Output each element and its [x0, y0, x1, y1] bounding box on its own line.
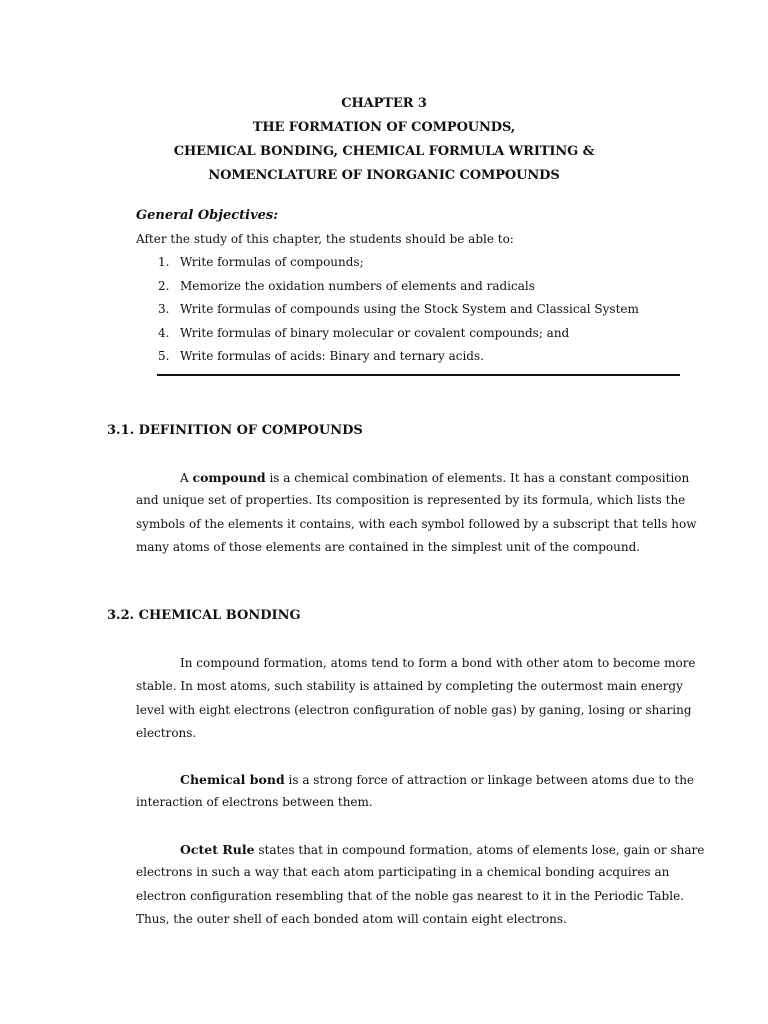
- paragraph-line: electrons in such a way that each atom participating in a chemical bonding acquires an: [136, 865, 670, 880]
- objective-item: [158, 255, 639, 279]
- paragraph-line: [136, 768, 695, 791]
- horizontal-divider: [157, 374, 680, 376]
- objective-item: [158, 349, 639, 373]
- objective-number: 4.: [158, 325, 170, 340]
- objectives-title: General Objectives:: [136, 208, 279, 223]
- objective-text: Write formulas of binary molecular or covalent compounds; and: [180, 325, 570, 340]
- term-octet-rule: Octet Rule: [180, 842, 255, 857]
- term-chemical-bond: Chemical bond: [180, 772, 285, 787]
- paragraph-line: [136, 838, 705, 861]
- paragraph-line: level with eight electrons (electron configuration of noble gas) by ganing, losing or sharing: [136, 702, 692, 717]
- paragraph-line: interaction of electrons between them.: [136, 795, 373, 810]
- paragraph-definition-of-compounds: [136, 466, 697, 559]
- paragraph-text: is a chemical combination of elements. It has a constant composition: [265, 471, 690, 485]
- objective-item: [158, 326, 639, 350]
- paragraph-line: electron configuration resembling that of the noble gas nearest to it in the Periodic Table.: [136, 888, 684, 903]
- objectives-intro: After the study of this chapter, the students should be able to:: [136, 232, 514, 246]
- chapter-title-line-1: THE FORMATION OF COMPOUNDS,: [252, 120, 516, 135]
- chapter-title-line-3: NOMENCLATURE OF INORGANIC COMPOUNDS: [208, 168, 560, 183]
- chapter-number: CHAPTER 3: [341, 96, 427, 111]
- paragraph-line: many atoms of those elements are contained in the simplest unit of the compound.: [136, 539, 641, 554]
- objective-number: 2.: [158, 278, 170, 293]
- objective-number: 5.: [158, 349, 170, 363]
- section-heading-chemical-bonding: 3.2. CHEMICAL BONDING: [107, 608, 301, 623]
- paragraph-compound-formation: [136, 652, 696, 745]
- paragraph-chemical-bond: [136, 768, 695, 815]
- paragraph-line: and unique set of properties. Its composition is represented by its formula, which lists the: [136, 493, 686, 508]
- objective-item: [158, 302, 639, 326]
- objective-item: [158, 279, 639, 303]
- paragraph-line: symbols of the elements it contains, with each symbol followed by a subscript that tells how: [136, 516, 697, 531]
- paragraph-line: Thus, the outer shell of each bonded atom will contain eight electrons.: [136, 911, 567, 926]
- objective-text: Memorize the oxidation numbers of elements and radicals: [180, 278, 535, 293]
- paragraph-line: stable. In most atoms, such stability is attained by completing the outermost main energy: [136, 679, 683, 694]
- paragraph-text: is a strong force of attraction or linkage between atoms due to the: [284, 773, 695, 787]
- objective-number: 3.: [158, 302, 170, 316]
- objectives-list: [158, 255, 639, 373]
- term-compound: compound: [192, 470, 266, 485]
- chapter-header: [0, 92, 768, 188]
- objective-text: Write formulas of acids: Binary and ternary acids.: [180, 349, 484, 363]
- paragraph-line: In compound formation, atoms tend to form a bond with other atom to become more: [180, 656, 696, 670]
- chapter-title-line-2: CHEMICAL BONDING, CHEMICAL FORMULA WRITING &: [173, 144, 595, 159]
- paragraph-lead: A: [180, 471, 193, 485]
- paragraph-line: [136, 466, 690, 489]
- paragraph-text: states that in compound formation, atoms of elements lose, gain or share: [254, 843, 705, 857]
- objective-text: Write formulas of compounds;: [180, 255, 364, 269]
- section-heading-definition: 3.1. DEFINITION OF COMPOUNDS: [107, 423, 363, 438]
- paragraph-octet-rule: [136, 838, 705, 931]
- objective-number: 1.: [158, 255, 170, 269]
- paragraph-line: electrons.: [136, 725, 197, 740]
- objective-text: Write formulas of compounds using the Stock System and Classical System: [180, 302, 639, 316]
